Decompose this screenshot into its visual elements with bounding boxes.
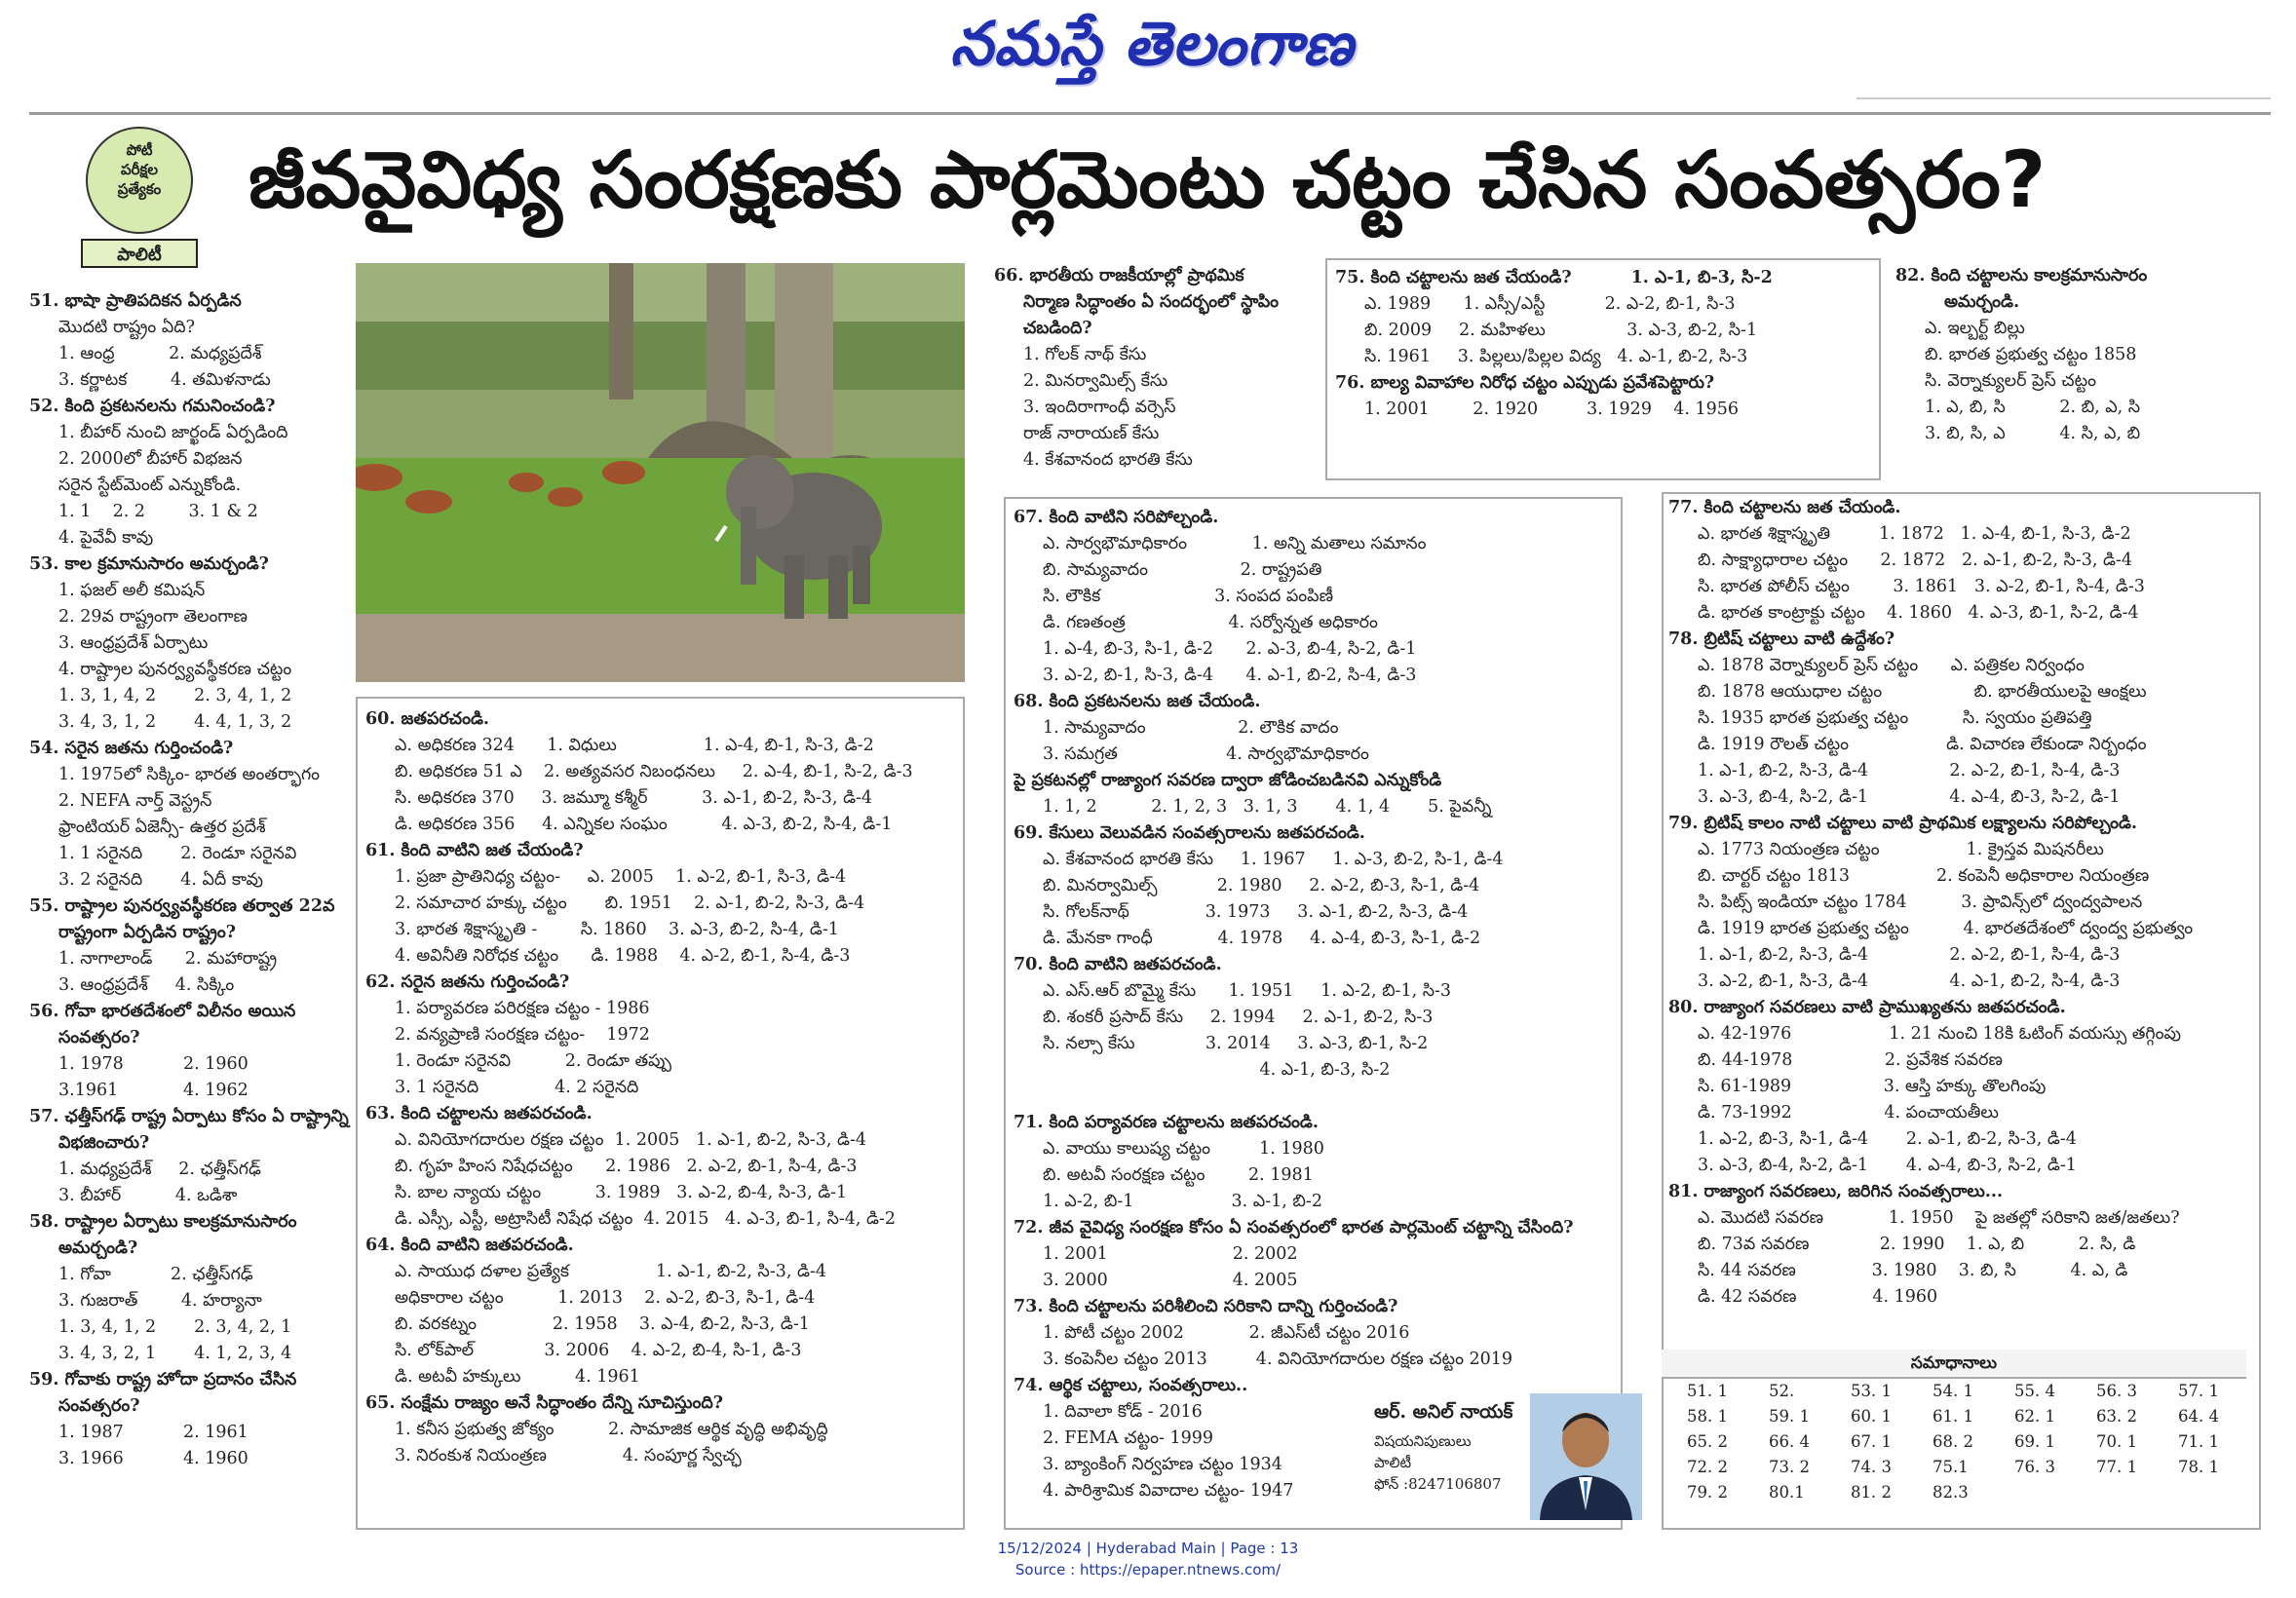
question-line	[1014, 1084, 1618, 1110]
question-line: 4. రాష్ట్రాల పునర్వ్యవస్థీకరణ చట్టం	[58, 660, 292, 679]
question-line: ఎ. 42-1976 1. 21 నుంచి 18కి ఓటింగ్ వయస్సు తగ్గింపు	[1698, 1024, 2181, 1044]
answer-item: 73. 2	[1769, 1458, 1810, 1476]
badge-line-3: ప్రత్యేకం	[117, 180, 162, 198]
question-line: 71. కింది పర్యావరణ చట్టాలను జతపరచండి.	[1014, 1113, 1319, 1132]
column-questions-60-65	[365, 706, 960, 1469]
answer-item: 70. 1	[2096, 1432, 2137, 1451]
question-line: సి. 44 సవరణ 3. 1980 3. బి, సి 4. ఎ, డి	[1698, 1261, 2128, 1280]
question-line: డి. 1919 భారత ప్రభుత్వ చట్టం 4. భారతదేశంలో ద్వంద్వ ప్రభుత్వం	[1698, 919, 2194, 938]
question-line: 3.1961 4. 1962	[58, 1081, 249, 1100]
photo-illustration	[356, 263, 965, 682]
question-line: 3. 4, 3, 1, 2 4. 4, 1, 3, 2	[58, 712, 292, 732]
question-line: 3. 1 సరైనది 4. 2 సరైనది	[395, 1078, 639, 1097]
question-line: 79. బ్రిటిష్ కాలం నాటి చట్టాలు వాటి ప్రాథమిక లక్ష్యాలను సరిపోల్చండి.	[1668, 814, 2138, 833]
question-line: అధికారాల చట్టం 1. 2013 2. ఎ-2, బి-3, సి-1, డి-4	[395, 1288, 816, 1308]
question-line: బి. అధికరణ 51 ఎ 2. అత్యవసర నిబంధనలు 2. ఎ-4, బి-1, సి-2, డి-3	[395, 762, 913, 781]
badge-tag: పాలిటీ	[81, 239, 198, 268]
question-line: డి. భారత కాంట్రాక్టు చట్టం 4. 1860 4. ఎ-3, బి-1, సి-2, డి-4	[1698, 603, 2139, 623]
column-questions-77-81	[1668, 495, 2255, 1311]
question-line: బి. గృహ హింస నిషేధచట్టం 2. 1986 2. ఎ-2, బి-1, సి-4, డి-3	[395, 1157, 858, 1176]
column-question-82	[1895, 263, 2266, 447]
question-line: 3. నిరంకుశ నియంత్రణ 4. సంపూర్ణ స్వేచ్ఛ	[395, 1446, 742, 1465]
question-line: 3. 2000 4. 2005	[1043, 1271, 1298, 1290]
question-line: 4. పారిశ్రామిక వివాదాల చట్టం- 1947	[1043, 1481, 1294, 1501]
question-line: రాజ్ నారాయణ్ కేసు	[1023, 424, 1160, 443]
question-line: 3. 4, 3, 2, 1 4. 1, 2, 3, 4	[58, 1344, 292, 1363]
answer-item: 76. 3	[2014, 1458, 2055, 1476]
question-line: ఎ. ఇల్బర్ట్ బిల్లు	[1925, 319, 2025, 338]
question-line: 1. 1 సరైనది 2. రెండూ సరైనవి	[58, 844, 297, 863]
question-line: సి. వెర్నాక్యులర్ ప్రెస్ చట్టం	[1925, 371, 2096, 391]
question-line: డి. 73-1992 4. పంచాయతీలు	[1698, 1103, 1999, 1122]
footer-date-line: 15/12/2024 | Hyderabad Main | Page : 13	[997, 1540, 1299, 1557]
question-line: 75. కింది చట్టాలను జత చేయండి? 1. ఎ-1, బి-3, సి-2	[1335, 268, 1773, 287]
question-line: 1. పోటీ చట్టం 2002 2. జీఎస్‌టీ చట్టం 2016	[1043, 1323, 1410, 1343]
question-line: 3. భారత శిక్షాస్మృతి - సి. 1860 3. ఎ-3, బి-2, సి-4, డి-1	[395, 920, 839, 939]
answer-item: 75.1	[1932, 1458, 1969, 1476]
question-line: ఎ. వాయు కాలుష్య చట్టం 1. 1980	[1043, 1139, 1324, 1159]
newspaper-logo: నమస్తే తెలంగాణ	[950, 8, 1355, 79]
question-line: 3. 2 సరైనది 4. ఏదీ కావు	[58, 870, 263, 890]
question-line: 1. ఎ-2, బి-1 3. ఎ-1, బి-2	[1043, 1192, 1322, 1211]
question-line: 53. కాల క్రమానుసారం అమర్చండి?	[29, 554, 269, 574]
answer-item: 77. 1	[2096, 1458, 2137, 1476]
question-line: 3. బి, సి, ఎ 4. సి, ఎ, బి	[1925, 424, 2141, 443]
question-line: 69. కేసులు వెలువడిన సంవత్సరాలను జతపరచండి.	[1014, 823, 1365, 843]
question-line: పై ప్రకటనల్లో రాజ్యాంగ సవరణ ద్వారా జోడించబడినవి ఎన్నుకోండి	[1014, 771, 1442, 790]
question-line: అమర్చండి?	[58, 1238, 138, 1258]
answer-item: 61. 1	[1932, 1407, 1973, 1426]
answers-grid	[1662, 1379, 2246, 1505]
question-line: సి. భారత పోలీస్ చట్టం 3. 1861 3. ఎ-2, బి-1, సి-4, డి-3	[1698, 577, 2145, 596]
question-line: 1. మధ్యప్రదేశ్ 2. ఛత్తీస్‌గఢ్	[58, 1160, 261, 1179]
question-line: ఎ. 1989 1. ఎస్సీ/ఎస్టీ 2. ఎ-2, బి-1, సి-3	[1364, 294, 1736, 314]
question-line: 56. గోవా భారతదేశంలో విలీనం అయిన	[29, 1002, 296, 1021]
question-line: 60. జతపరచండి.	[365, 709, 489, 729]
question-line: 3. సమగ్రత 4. సార్వభౌమాధికారం	[1043, 744, 1369, 764]
question-line: 3. బ్యాంకింగ్ నిర్వహణ చట్టం 1934	[1043, 1455, 1282, 1474]
answer-item: 64. 4	[2178, 1407, 2219, 1426]
question-line: సంవత్సరం?	[58, 1028, 140, 1047]
question-line: మొదటి రాష్ట్రం ఏది?	[58, 318, 196, 337]
answer-item: 52.	[1769, 1382, 1795, 1400]
badge-line-2: పరీక్షల	[120, 161, 159, 178]
answer-item: 82.3	[1932, 1483, 1969, 1502]
question-line: బి. 44-1978 2. ప్రవేశిక సవరణ	[1698, 1050, 2003, 1070]
question-line: 78. బ్రిటిష్ చట్టాలు వాటి ఉద్దేశం?	[1668, 629, 1895, 649]
question-line: సి. 1961 3. పిల్లలు/పిల్లల విద్య 4. ఎ-1, బి-2, సి-3	[1364, 347, 1748, 366]
question-line: 1. 1978 2. 1960	[58, 1054, 249, 1074]
question-line: 3. ఎ-3, బి-4, సి-2, డి-1 4. ఎ-4, బి-3, సి-2, డి-1	[1698, 1156, 2077, 1175]
question-line: 2. మినర్వామిల్స్ కేసు	[1023, 371, 1168, 391]
question-line: 2. NEFA నార్త్ వెస్ట్రన్	[58, 791, 212, 811]
author-role: విషయనిపుణులు	[1374, 1432, 1472, 1450]
question-line: బి. చార్టర్ చట్టం 1813 2. కంపెనీ అధికారాల నియంత్రణ	[1698, 866, 2150, 886]
author-subject: పాలిటీ	[1374, 1454, 1412, 1471]
question-line: 1. ఫజల్ అలీ కమిషన్	[58, 581, 206, 600]
question-line: 3. ఎ-2, బి-1, సి-3, డి-4 4. ఎ-1, బి-2, సి-4, డి-3	[1043, 666, 1417, 685]
question-line: డి. గణతంత్ర 4. సర్వోన్నత అధికారం	[1043, 613, 1378, 632]
question-line: సి. 61-1989 3. ఆస్తి హక్కు తొలగింపు	[1698, 1077, 2047, 1096]
question-line: 62. సరైన జతను గుర్తించండి?	[365, 972, 570, 992]
answer-item: 62. 1	[2014, 1407, 2055, 1426]
question-line: ఎ. ఎస్.ఆర్ బొమ్మై కేసు 1. 1951 1. ఎ-2, బి-1, సి-3	[1043, 981, 1452, 1001]
question-line: 1. బీహార్ నుంచి జార్ఖండ్ ఏర్పడింది	[58, 423, 288, 442]
question-line: 73. కింది చట్టాలను పరిశీలించి సరికాని దాన్ని గుర్తించండి?	[1014, 1297, 1398, 1316]
question-line: ఎ. వినియోగదారుల రక్షణ చట్టం 1. 2005 1. ఎ-1, బి-2, సి-3, డి-4	[395, 1130, 867, 1150]
page-headline: జీవవైవిధ్య సంరక్షణకు పార్లమెంటు చట్టం చేసిన సంవత్సరం?	[249, 134, 2047, 225]
question-line: డి. 42 సవరణ 4. 1960	[1698, 1287, 1938, 1307]
answer-item: 66. 4	[1769, 1432, 1810, 1451]
author-photo	[1530, 1393, 1642, 1520]
question-line: 1. 3, 1, 4, 2 2. 3, 4, 1, 2	[58, 686, 292, 705]
question-line: 1. కనీస ప్రభుత్వ జోక్యం 2. సామాజిక ఆర్థిక వృద్ధి అభివృద్ధి	[395, 1420, 828, 1439]
answer-item: 59. 1	[1769, 1407, 1810, 1426]
question-line: 76. బాల్య వివాహాల నిరోధ చట్టం ఎప్పుడు ప్రవేశపెట్టారు?	[1335, 373, 1715, 393]
question-line: 74. ఆర్థిక చట్టాలు, సంవత్సరాలు..	[1014, 1376, 1248, 1395]
question-line: ఫ్రాంటియర్ ఏజెన్సీ- ఉత్తర ప్రదేశ్	[58, 818, 266, 837]
question-line: విభజించారు?	[58, 1133, 150, 1153]
question-line: 1. ఎ-4, బి-3, సి-1, డి-2 2. ఎ-3, బి-4, సి-2, డి-1	[1043, 639, 1417, 659]
question-line: 58. రాష్ట్రాల ఏర్పాటు కాలక్రమానుసారం	[29, 1212, 297, 1232]
answer-item: 68. 2	[1932, 1432, 1973, 1451]
question-line: 4. కేశవానంద భారతి కేసు	[1023, 450, 1193, 470]
question-line: సి. అధికరణ 370 3. జమ్మూ కశ్మీర్ 3. ఎ-1, బి-2, సి-3, డి-4	[395, 788, 873, 808]
answer-item: 55. 4	[2014, 1382, 2055, 1400]
answer-item: 65. 2	[1687, 1432, 1728, 1451]
question-line: 4. పైవేవీ కావు	[58, 528, 154, 548]
question-line: 1. 1975లో సిక్కిం- భారత అంతర్భాగం	[58, 765, 321, 784]
question-line: 1. పర్యావరణ పరిరక్షణ చట్టం - 1986	[395, 999, 650, 1018]
question-line: 82. కింది చట్టాలను కాలక్రమానుసారం	[1895, 266, 2148, 285]
question-line: బి. వరకట్నం 2. 1958 3. ఎ-4, బి-2, సి-3, డి-1	[395, 1314, 810, 1334]
answer-item: 63. 2	[2096, 1407, 2137, 1426]
question-line: 3. ఎ-2, బి-1, సి-3, డి-4 4. ఎ-1, బి-2, సి-4, డి-3	[1698, 971, 2121, 991]
section-badge	[86, 127, 193, 271]
question-line: 80. రాజ్యాంగ సవరణలు వాటి ప్రాముఖ్యతను జతపరచండి.	[1668, 998, 2066, 1017]
question-line: సి. లోక్‌పాల్ 3. 2006 4. ఎ-2, బి-4, సి-1, డి-3	[395, 1341, 802, 1360]
column-questions-75-76	[1335, 265, 1876, 423]
question-line: సంవత్సరం?	[58, 1396, 140, 1416]
question-line: 2. 29వ రాష్ట్రంగా తెలంగాణ	[58, 607, 248, 627]
question-line: ఎ. కేశవానంద భారతి కేసు 1. 1967 1. ఎ-3, బి-2, సి-1, డి-4	[1043, 850, 1504, 869]
question-line: 3. ఆంధ్రప్రదేశ్ 4. సిక్కిం	[58, 975, 235, 995]
question-line: 2. 2000లో బీహార్ విభజన	[58, 449, 243, 469]
question-line: ఎ. భారత శిక్షాస్మృతి 1. 1872 1. ఎ-4, బి-1, సి-3, డి-2	[1698, 524, 2131, 544]
question-line: 1. ఎ-1, బి-2, సి-3, డి-4 2. ఎ-2, బి-1, సి-4, డి-3	[1698, 761, 2121, 780]
author-name: ఆర్. అనిల్ నాయక్	[1374, 1401, 1513, 1423]
question-line: 66. భారతీయ రాజకీయాల్లో ప్రాథమిక	[994, 266, 1244, 285]
question-line: సరైన స్టేట్‌మెంట్ ఎన్నుకోండి.	[58, 476, 242, 495]
question-line: బి. శంకరీ ప్రసాద్ కేసు 2. 1994 2. ఎ-1, బి-2, సి-3	[1043, 1008, 1434, 1027]
question-line: డి. అటవీ హక్కులు 4. 1961	[395, 1367, 640, 1387]
question-line: 63. కింది చట్టాలను జతపరచండి.	[365, 1104, 593, 1123]
answer-item: 60. 1	[1851, 1407, 1892, 1426]
answer-item: 71. 1	[2178, 1432, 2219, 1451]
answer-item: 56. 3	[2096, 1382, 2137, 1400]
question-line: 2. FEMA చట్టం- 1999	[1043, 1428, 1213, 1448]
question-line: 72. జీవ వైవిధ్య సంరక్షణ కోసం ఏ సంవత్సరంలో భారత పార్లమెంట్ చట్టాన్ని చేసింది?	[1014, 1218, 1574, 1237]
question-line: 61. కింది వాటిని జత చేయండి?	[365, 841, 584, 860]
question-line: 1. రెండూ సరైనవి 2. రెండూ తప్పు	[395, 1051, 672, 1071]
question-line: బి. అటవీ సంరక్షణ చట్టం 2. 1981	[1043, 1165, 1314, 1185]
author-phone: ఫోన్ :8247106807	[1374, 1475, 1502, 1493]
question-line: బి. భారత ప్రభుత్వ చట్టం 1858	[1925, 345, 2137, 364]
avatar-icon	[1530, 1393, 1642, 1520]
question-line: 1. ఆంధ్ర 2. మధ్యప్రదేశ్	[58, 344, 262, 363]
question-line: 2. సమాచార హక్కు చట్టం బి. 1951 2. ఎ-1, బి-2, సి-3, డి-4	[395, 894, 865, 913]
question-line: బి. 1878 ఆయుధాల చట్టం బి. భారతీయులపై ఆంక్షలు	[1698, 682, 2147, 702]
question-line: బి. 2009 2. మహిళలు 3. ఎ-3, బి-2, సి-1	[1364, 321, 1758, 340]
question-line: 54. సరైన జతను గుర్తించండి?	[29, 739, 234, 758]
question-line: 1. దివాలా కోడ్ - 2016	[1043, 1402, 1203, 1422]
question-line: 2. వన్యప్రాణి సంరక్షణ చట్టం- 1972	[395, 1025, 650, 1045]
question-line: 3. బీహార్ 4. ఒడిశా	[58, 1186, 238, 1205]
question-line: సి. పిట్స్ ఇండియా చట్టం 1784 3. ప్రావిన్స్‌లో ద్వంద్వపాలన	[1698, 893, 2143, 912]
question-line: ఎ. 1878 వెర్నాక్యులర్ ప్రెస్ చట్టం ఎ. పత్రికల నిర్వంధం	[1698, 656, 2085, 675]
question-line: 3. ఎ-3, బి-4, సి-2, డి-1 4. ఎ-4, బి-3, సి-2, డి-1	[1698, 787, 2121, 807]
column-questions-67-74	[1014, 505, 1618, 1504]
question-line: 1. ప్రజా ప్రాతినిధ్య చట్టం- ఎ. 2005 1. ఎ-2, బి-1, సి-3, డి-4	[395, 867, 847, 887]
question-line: 68. కింది ప్రకటనలను జత చేయండి.	[1014, 692, 1261, 711]
question-line: నిర్మాణ సిద్ధాంతం ఏ సందర్భంలో స్థాపిం	[1023, 292, 1280, 312]
answer-item: 80.1	[1769, 1483, 1805, 1502]
question-line: 52. కింది ప్రకటనలను గమనించండి?	[29, 397, 276, 416]
question-line: 70. కింది వాటిని జతపరచండి.	[1014, 955, 1222, 974]
answer-item: 72. 2	[1687, 1458, 1728, 1476]
question-line: 1. 3, 4, 1, 2 2. 3, 4, 2, 1	[58, 1317, 292, 1337]
question-line: 4. ఎ-1, బి-3, సి-2	[1043, 1060, 1391, 1080]
question-line: 1. 2001 2. 2002	[1043, 1244, 1298, 1264]
answer-item: 54. 1	[1932, 1382, 1973, 1400]
question-line: 1. ఎ-1, బి-2, సి-3, డి-4 2. ఎ-2, బి-1, సి-4, డి-3	[1698, 945, 2121, 965]
question-line: సి. బాల న్యాయ చట్టం 3. 1989 3. ఎ-2, బి-4, సి-3, డి-1	[395, 1183, 848, 1202]
answer-item: 67. 1	[1851, 1432, 1892, 1451]
question-line: 4. అవినీతి నిరోధక చట్టం డి. 1988 4. ఎ-2, బి-1, సి-4, డి-3	[395, 946, 851, 966]
question-line: 55. రాష్ట్రాల పునర్వ్యవస్థీకరణ తర్వాత 22వ	[29, 896, 335, 916]
footer-source-line: Source : https://epaper.ntnews.com/	[1014, 1561, 1282, 1579]
question-line: 59. గోవాకు రాష్ట్ర హోదా ప్రదానం చేసిన	[29, 1370, 297, 1389]
header-rule-right	[1856, 97, 2271, 99]
question-line: 1. గోవా 2. ఛత్తీస్‌గఢ్	[58, 1265, 253, 1284]
answer-item: 58. 1	[1687, 1407, 1728, 1426]
answer-item: 74. 3	[1851, 1458, 1892, 1476]
question-line: డి. అధికరణ 356 4. ఎన్నికల సంఘం 4. ఎ-3, బి-2, సి-4, డి-1	[395, 815, 893, 834]
header-divider	[29, 112, 2271, 115]
question-line: ఎ. అధికరణ 324 1. విధులు 1. ఎ-4, బి-1, సి-3, డి-2	[395, 736, 874, 755]
column-question-66	[994, 263, 1316, 474]
question-line: 57. ఛత్తీస్‌గఢ్ రాష్ట్ర ఏర్పాటు కోసం ఏ రాష్ట్రాన్ని	[29, 1107, 349, 1126]
question-line: 1. ఎ, బి, సి 2. బి, ఎ, సి	[1925, 398, 2141, 417]
answer-item: 81. 2	[1851, 1483, 1892, 1502]
question-line: డి. 1919 రౌలత్ చట్టం డి. విచారణ లేకుండా నిర్బంధం	[1698, 735, 2147, 754]
badge-circle	[86, 127, 193, 234]
question-line: 51. భాషా ప్రాతిపదికన ఏర్పడిన	[29, 291, 242, 311]
answer-item: 53. 1	[1851, 1382, 1892, 1400]
answer-item: 78. 1	[2178, 1458, 2219, 1476]
question-line: ఎ. సాయుధ దళాల ప్రత్యేక 1. ఎ-1, బి-2, సి-3, డి-4	[395, 1262, 826, 1281]
question-line: బి. సామ్యవాదం 2. రాష్ట్రపతి	[1043, 560, 1322, 580]
question-line: డి. ఎస్సీ, ఎస్టీ, అట్రాసిటీ నిషేధ చట్టం 4. 2015 4. ఎ-3, బి-1, సి-4, డి-2	[395, 1209, 897, 1229]
answer-item: 69. 1	[2014, 1432, 2055, 1451]
question-line: 1. గోలక్ నాథ్ కేసు	[1023, 345, 1147, 364]
author-details	[1374, 1430, 1502, 1495]
question-line: 3. ఇందిరాగాంధీ వర్సెస్	[1023, 398, 1176, 417]
column-questions-51-59	[29, 288, 351, 1472]
question-line: సి. గోలక్‌నాథ్ 3. 1973 3. ఎ-1, బి-2, సి-3, డి-4	[1043, 902, 1469, 922]
question-line: అమర్చండి.	[1944, 292, 2020, 312]
question-line: 1. ఎ-2, బి-3, సి-1, డి-4 2. ఎ-1, బి-2, సి-3, డి-4	[1698, 1129, 2077, 1149]
question-line: ఎ. సార్వభౌమాధికారం 1. అన్ని మతాలు సమానం	[1043, 534, 1427, 553]
question-line: ఎ. మొదటి సవరణ 1. 1950 పై జతల్లో సరికాని జత/జతలు?	[1698, 1208, 2180, 1228]
question-line: 1. నాగాలాండ్ 2. మహారాష్ట్ర	[58, 949, 278, 969]
question-line: రాష్ట్రంగా ఏర్పడిన రాష్ట్రం?	[58, 923, 236, 942]
question-line: బి. 73వ సవరణ 2. 1990 1. ఎ, బి 2. సి, డి	[1698, 1235, 2136, 1254]
answers-panel	[1662, 1350, 2246, 1505]
question-line: 81. రాజ్యాంగ సవరణలు, జరిగిన సంవత్సరాలు...	[1668, 1182, 2004, 1201]
elephant-photo	[356, 263, 965, 682]
question-line: 67. కింది వాటిని సరిపోల్చండి.	[1014, 508, 1219, 527]
question-line: డి. మేనకా గాంధీ 4. 1978 4. ఎ-4, బి-3, సి-1, డి-2	[1043, 929, 1481, 948]
question-line: 1. 1, 2 2. 1, 2, 3 3. 1, 3 4. 1, 4 5. పైవన్నీ	[1043, 797, 1492, 817]
question-line: సి. లౌకిక 3. సంపద పంపిణీ	[1043, 587, 1334, 606]
question-line: సి. నల్సా కేసు 3. 2014 3. ఎ-3, బి-1, సి-2	[1043, 1034, 1429, 1053]
question-line: బి. మినర్వామిల్స్ 2. 1980 2. ఎ-2, బి-3, సి-1, డి-4	[1043, 876, 1480, 895]
question-line: 3. గుజరాత్ 4. హర్యానా	[58, 1291, 262, 1311]
question-line: 1. 2001 2. 1920 3. 1929 4. 1956	[1364, 400, 1740, 419]
question-line: ఎ. 1773 నియంత్రణ చట్టం 1. క్రైస్తవ మిషనరీలు	[1698, 840, 2104, 859]
answer-item: 57. 1	[2178, 1382, 2219, 1400]
question-line: 1. సామ్యవాదం 2. లౌకిక వాదం	[1043, 718, 1339, 738]
page-footer	[0, 1538, 2296, 1580]
question-line: చబడింది?	[1023, 319, 1092, 338]
question-line: సి. 1935 భారత ప్రభుత్వ చట్టం సి. స్వయం ప్రతిపత్తి	[1698, 708, 2092, 728]
answers-title: సమాధానాలు	[1662, 1350, 2246, 1379]
question-line: 3. కర్ణాటక 4. తమిళనాడు	[58, 370, 271, 390]
answer-item: 51. 1	[1687, 1382, 1728, 1400]
question-line: 65. సంక్షేమ రాజ్యం అనే సిద్ధాంతం దేన్ని సూచిస్తుంది?	[365, 1393, 723, 1413]
question-line: 3. ఆంధ్రప్రదేశ్ ఏర్పాటు	[58, 633, 209, 653]
question-line: బి. సాక్ష్యాధారాల చట్టం 2. 1872 2. ఎ-1, బి-2, సి-3, డి-4	[1698, 551, 2132, 570]
badge-line-1: పోటీ	[126, 141, 153, 159]
question-line: 1. 1 2. 2 3. 1 & 2	[58, 502, 258, 521]
masthead	[0, 0, 2296, 97]
question-line: 1. 1987 2. 1961	[58, 1423, 249, 1442]
question-line: 3. కంపెనీల చట్టం 2013 4. వినియోగదారుల రక్షణ చట్టం 2019	[1043, 1350, 1513, 1369]
question-line: 77. కింది చట్టాలను జత చేయండి.	[1668, 498, 1901, 517]
question-line: 64. కింది వాటిని జతపరచండి.	[365, 1236, 574, 1255]
answer-item: 79. 2	[1687, 1483, 1728, 1502]
question-line: 3. 1966 4. 1960	[58, 1449, 249, 1468]
